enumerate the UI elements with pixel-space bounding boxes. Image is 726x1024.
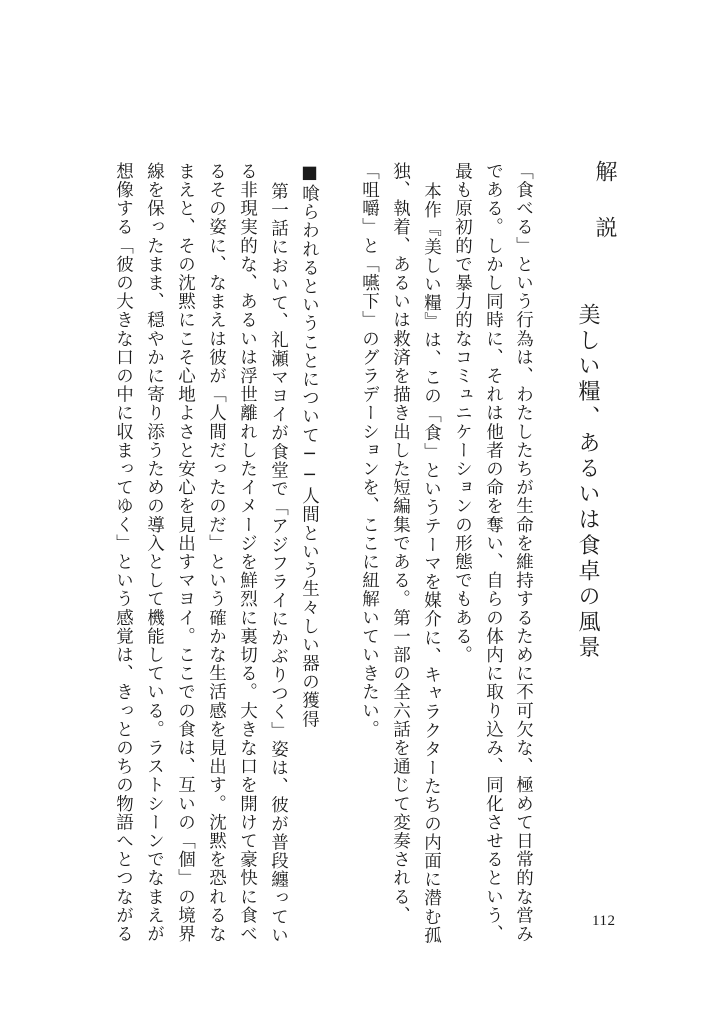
chapter-heading: 解説 xyxy=(592,160,617,272)
section-line-6: 想像する「彼の大きな口の中に収まってゆく」という感覚は、きっとのちの物語へとつながる xyxy=(113,162,134,944)
section-line-1: 第一話において、礼瀬マヨイが食堂で「アジフライにかぶりつく」姿は、彼が普段纏ってい xyxy=(268,182,289,945)
intro-line-4: 本作『美しい糧』は、この「食」というテーマを媒介に、キャラクターたちの内面に潜む孤 xyxy=(421,182,442,945)
section-line-5: 線を保ったまま、穏やかに寄り添うための導入として機能している。ラストシーンでなまえが xyxy=(144,162,165,944)
intro-line-1: 「食べる」という行為は、わたしたちが生命を維持するために不可欠な、極めて日常的な営み xyxy=(513,162,534,944)
intro-line-5: 独、執着、あるいは救済を描き出した短編集である。第一部の全六話を通じて変奏される、 xyxy=(390,162,411,925)
section-line-4: まえと、その沈黙にこそ心地よさと安心を見出すマヨイ。ここでの食は、互いの「個」の境界 xyxy=(175,162,196,944)
section-heading: ■喰らわれるということについて──人間という生々しい器の獲得 xyxy=(299,163,320,729)
intro-line-6: 「咀嚼」と「嚥下」のグラデーションを、ここに紐解いていきたい。 xyxy=(359,162,380,739)
section-line-2: る非現実的な、あるいは浮世離れしたイメージを鮮烈に裏切る。大きな口を開けて豪快に食べ xyxy=(237,162,258,944)
section-line-3: るその姿に、なまえは彼が「人間だったのだ」という確かな生活感を見出す。沈黙を恐れるな xyxy=(206,162,227,944)
intro-line-3: 最も原初的で暴力的なコミュニケーションの形態でもある。 xyxy=(452,162,473,665)
page-number: 112 xyxy=(592,913,616,929)
chapter-subtitle: 美しい糧、あるいは食卓の風景 xyxy=(575,303,600,662)
intro-line-2: である。しかし同時に、それは他者の命を奪い、自らの体内に取り込み、同化させるという、 xyxy=(483,162,504,944)
